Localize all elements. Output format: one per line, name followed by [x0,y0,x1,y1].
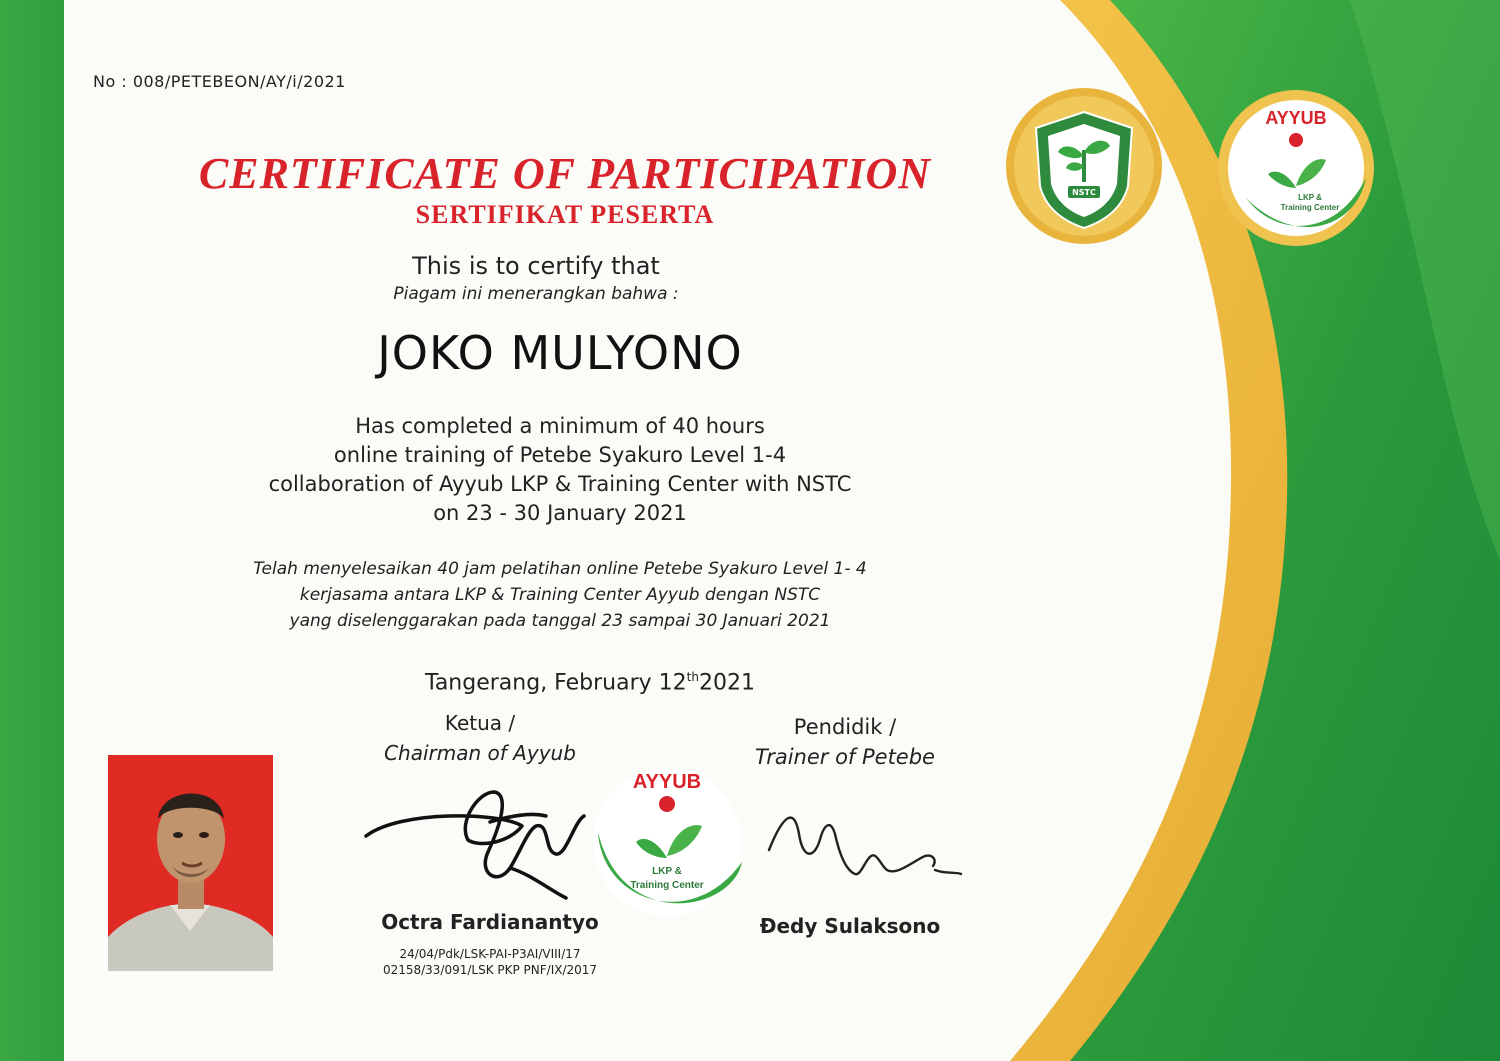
ayyub-logo-line2: Training Center [1280,203,1340,212]
place-date-year: 2021 [698,670,755,696]
right-signatory-name: Đedy Sulaksono [759,914,941,938]
left-signatory-role [300,708,660,768]
left-role-id: Ketua / [444,711,516,735]
body-en-line: collaboration of Ayyub LKP & Training Center with NSTC [268,472,852,496]
left-green-strip [0,0,64,1061]
certify-statement-id: Piagam ini menerangkan bahwa : [393,284,679,304]
body-id-line: yang diselenggarakan pada tanggal 23 sampai 30 Januari 2021 [289,611,831,631]
ayyub-logo-line1: LKP & [1298,193,1322,202]
registration-line: 24/04/Pdk/LSK-PAI-P3AI/VIII/17 [399,947,581,961]
body-en-line: online training of Petebe Syakuro Level 1-4 [333,443,787,467]
ayyub-logo-title: AYYUB [1265,108,1327,128]
body-en-line: Has completed a minimum of 40 hours [355,414,765,438]
certify-statement-en: This is to certify that [412,252,660,280]
left-role-en: Chairman of Ayyub [384,741,576,765]
recipient-photo [108,755,273,971]
ayyub-logo-top [1206,88,1386,248]
certificate-number: No : 008/PETEBEON/AY/i/2021 [93,72,346,91]
place-date [340,670,840,695]
right-role-id: Pendidik / [793,715,897,739]
body-id-line: kerjasama antara LKP & Training Center Ayyub dengan NSTC [299,585,821,605]
stamp-line1: LKP & [652,866,682,877]
certificate-subtitle: SERTIFIKAT PESERTA [415,200,715,229]
stamp-line2: Training Center [630,880,704,891]
recipient-name: JOKO MULYONO [377,326,743,380]
place-date-sup: th [686,670,699,684]
registration-numbers [310,946,670,978]
body-text-en [150,412,970,528]
nstc-logo-text: NSTC [1072,188,1096,197]
body-text-id [110,556,1010,634]
left-signature [360,782,600,902]
certificate-title: CERTIFICATE OF PARTICIPATION [198,149,932,198]
body-id-line: Telah menyelesaikan 40 jam pelatihan online Petebe Syakuro Level 1- 4 [253,559,867,579]
stamp-title: AYYUB [632,771,702,793]
right-role-en: Trainer of Petebe [755,745,935,769]
right-signature [765,800,965,900]
ayyub-stamp-logo [582,762,752,922]
place-date-prefix: Tangerang, February 12 [425,670,687,696]
nstc-logo [1004,86,1164,246]
registration-line: 02158/33/091/LSK PKP PNF/IX/2017 [382,963,598,977]
left-signatory-name: Octra Fardianantyo [381,910,599,934]
body-en-line: on 23 - 30 January 2021 [433,501,687,525]
